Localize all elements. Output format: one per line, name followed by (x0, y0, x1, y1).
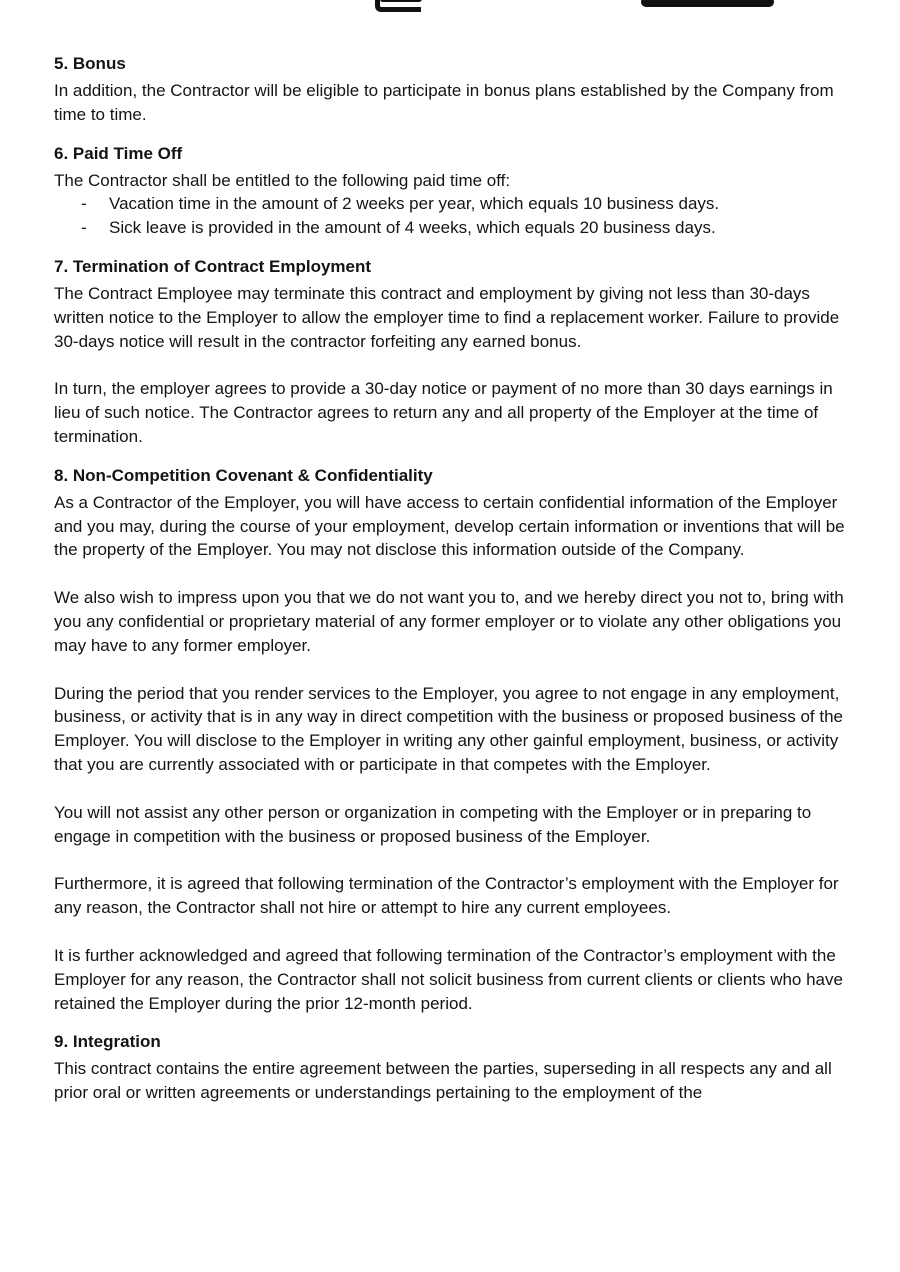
section-heading: 7. Termination of Contract Employment (54, 256, 372, 276)
list-item-text: Vacation time in the amount of 2 weeks per year, which equals 10 business days. (109, 194, 720, 214)
section-heading: 6. Paid Time Off (54, 143, 183, 163)
section-paragraph: You will not assist any other person or organization in competing with the Employer or in preparing to engage in competition with the business or proposed business of the Employer. (54, 802, 812, 846)
dash-bullet-icon: - (81, 218, 87, 238)
section-integration (54, 1030, 854, 1105)
section-paid-time-off (54, 142, 854, 240)
list-item-text: Sick leave is provided in the amount of 4 weeks, which equals 20 business days. (109, 218, 716, 238)
section-paragraph: The Contractor shall be entitled to the following paid time off: (54, 170, 511, 190)
section-paragraph: In addition, the Contractor will be eligible to participate in bonus plans established by the Company from time to time. (54, 81, 834, 124)
section-paragraph: The Contract Employee may terminate this contract and employment by giving not less than 30-days written notice to the Employer to allow the employer time to find a replacement worker. Failure to provide 30-days notice will result in the contractor forfeiting any earned bonus. (54, 283, 840, 351)
paid-time-off-list (54, 192, 854, 240)
section-paragraph: During the period that you render services to the Employer, you agree to not engage in any employment, business, or activity that is in any way in direct competition with the business or proposed business of the Employer. You will disclose to the Employer in writing any other gainful employment, business, or activity that you are currently associated with or participate in that competes with the Employer. (54, 683, 844, 774)
document-body (54, 52, 854, 1120)
dash-bullet-icon: - (81, 194, 87, 214)
section-termination (54, 255, 854, 449)
section-paragraph: Furthermore, it is agreed that following termination of the Contractor’s employment with the Employer for any reason, the Contractor shall not hire or attempt to hire any current employees. (54, 874, 839, 918)
section-paragraph: We also wish to impress upon you that we do not want you to, and we hereby direct you not to, bring with you any confidential or proprietary material of any former employer or to violate any other obligations you may have to any former employer. (54, 588, 844, 655)
section-non-competition (54, 464, 854, 1016)
cropped-top-mark-right (641, 0, 774, 7)
section-paragraph: In turn, the employer agrees to provide a 30-day notice or payment of no more than 30 days earnings in lieu of such notice. The Contractor agrees to return any and all property of the Employer at the time of termination. (54, 379, 833, 446)
section-heading: 5. Bonus (54, 54, 126, 73)
section-heading: 8. Non-Competition Covenant & Confidentiality (54, 465, 433, 485)
section-heading: 9. Integration (54, 1032, 161, 1052)
section-paragraph: As a Contractor of the Employer, you will have access to certain confidential information of the Employer and you may, during the course of your employment, develop certain information or inventions that will be the property of the Employer. You may not disclose this information outside of the Company. (54, 492, 845, 560)
section-bonus (54, 52, 854, 127)
section-paragraph: It is further acknowledged and agreed that following termination of the Contractor’s employment with the Employer for any reason, the Contractor shall not solicit business from current clients or clients who have retained the Employer during the prior 12-month period. (54, 945, 843, 1013)
list-item (54, 216, 854, 240)
cropped-top-mark-left (375, 0, 421, 12)
list-item (54, 192, 854, 216)
section-paragraph: This contract contains the entire agreement between the parties, superseding in all respects any and all prior oral or written agreements or understandings pertaining to the employment of the (54, 1059, 832, 1103)
